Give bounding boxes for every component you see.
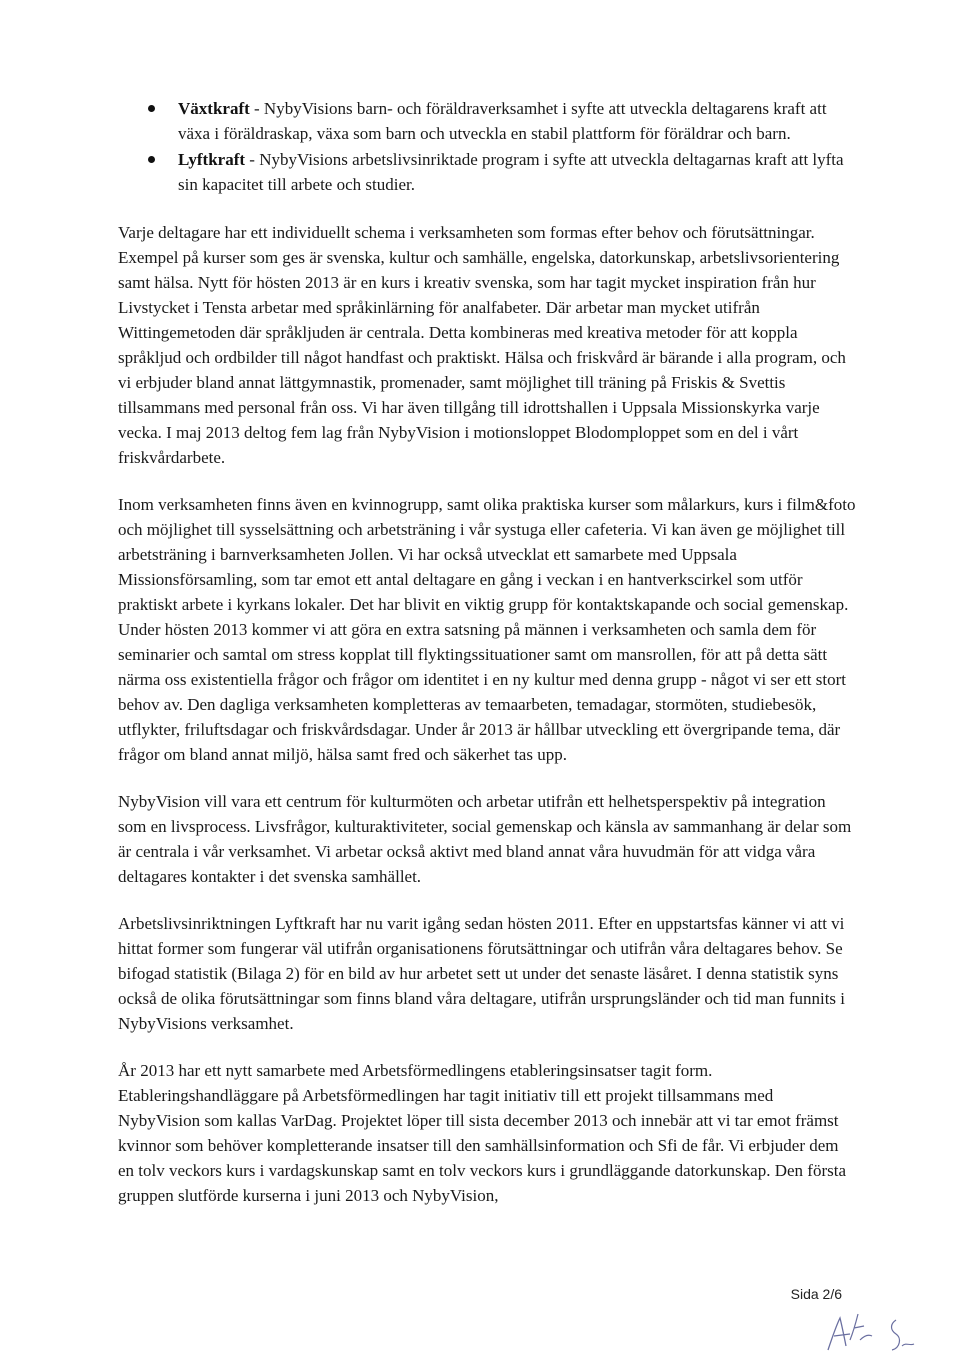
paragraph-schedule: Varje deltagare har ett individuellt schema i verksamheten som formas efter behov och förutsättningar. Exempel på kurser som ges är svenska, kultur och samhälle, engelska, datorkunskap, arbetslivsorientering samt hälsa. Nytt för hösten 2013 är en kurs i kreativ svenska, som har tagit mycket inspiration från hur Livstycket i Tensta arbetar med språkinlärning för analfabeter. Där arbetar man mycket utifrån Wittingemetoden där språkljuden är centrala. Detta kombineras med kreativa metoder för att koppla språkljud och ordbilder till något handfast och praktiskt. Hälsa och friskvård är bärande i alla program, och vi erbjuder bland annat lättgymnastik, promenader, samt möjlighet till träning på Friskis & Svettis tillsammans med personal från oss. Vi har även tillgång till idrottshallen i Uppsala Missionskyrka varje vecka. I maj 2013 deltog fem lag från NybyVision i motionsloppet Blodomploppet som en del i vårt friskvårdarbete. — [118, 223, 846, 467]
bullet-dot-icon — [148, 156, 155, 163]
term-lyftkraft: Lyftkraft — [178, 150, 246, 169]
paragraph-vardag: År 2013 har ett nytt samarbete med Arbetsförmedlingens etableringsinsatser tagit form. Etableringshandläggare på Arbetsförmedlingen har tagit initiativ till ett projekt tillsammans med NybyVision som kallas VarDag. Projektet löper till sista december 2013 och innebär att vi tar emot främst kvinnor som behöver kompletterande insatser till den samhällsinformation och Sfi de får. Vi erbjuder dem en tolv veckors kurs i vardagskunskap samt en tolv veckors kurs i grundläggande datorkunskap. Den första gruppen slutförde kurserna i juni 2013 och NybyVision, — [118, 1061, 846, 1205]
page-number: Sida 2/6 — [790, 1286, 842, 1302]
paragraph-integration: NybyVision vill vara ett centrum för kulturmöten och arbetar utifrån ett helhetsperspektiv på integration som en livsprocess. Livsfrågor, kulturaktiviteter, social gemenskap och känsla av sammanhang är delar som är centrala i vår verksamhet. Vi arbetar också aktivt med bland annat våra huvudmän för att vidga våra deltagares kontakter i det svenska samhället. — [118, 792, 852, 886]
document-body — [118, 96, 856, 1208]
description-lyftkraft: - NybyVisions arbetslivsinriktade program i syfte att utveckla deltagarnas kraft att lyfta sin kapacitet till arbete och studier. — [178, 150, 844, 194]
list-item-vaxtkraft — [118, 96, 856, 146]
term-vaxtkraft: Växtkraft — [178, 99, 250, 118]
paragraph-lyftkraft: Arbetslivsinriktningen Lyftkraft har nu varit igång sedan hösten 2011. Efter en uppstartsfas känner vi att vi hittat former som fungerar väl utifrån organisationens förutsättningar och utifrån våra deltagares behov. Se bifogad statistik (Bilaga 2) för en bild av hur arbetet sett ut under det senaste läsåret. I denna statistik syns också de olika förutsättningar som finns bland våra deltagare, utifrån ursprungsländer och tid man funnits i NybyVisions verksamhet. — [118, 914, 846, 1033]
bullet-dot-icon — [148, 105, 155, 112]
list-item-lyftkraft — [118, 147, 856, 197]
signature-initials — [810, 1300, 930, 1360]
description-vaxtkraft: - NybyVisions barn- och föräldraverksamhet i syfte att utveckla deltagarens kraft att växa i föräldraskap, växa som barn och utveckla en stabil plattform för föräldrar och barn. — [178, 99, 827, 143]
program-list — [118, 96, 856, 197]
paragraph-activities: Inom verksamheten finns även en kvinnogrupp, samt olika praktiska kurser som målarkurs, kurs i film&foto och möjlighet till sysselsättning och arbetsträning i vår systuga eller cafeteria. Vi kan även ge möjlighet till arbetsträning i barnverksamheten Jollen. Vi har också utvecklat ett samarbete med Uppsala Missionsförsamling, som tar emot ett antal deltagare en gång i veckan i en hantverkscirkel som utför praktiskt arbete i kyrkans lokaler. Det har blivit en viktig grupp för kontaktskapande och social gemenskap. Under hösten 2013 kommer vi att göra en extra satsning på männen i verksamheten och samla dem för seminarier och samtal om stress kopplat till flyktingssituationer samt om mansrollen, för att på detta sätt närma oss existentiella frågor och frågor om identitet i en ny kultur med denna grupp - något vi ser ett stort behov av. Den dagliga verksamheten kompletteras av temaarbeten, temadagar, stormöten, studiebesök, utflykter, friluftsdagar och friskvårdsdagar. Under år 2013 är hållbar utveckling ett övergripande tema, där frågor om bland annat miljö, hälsa samt fred och säkerhet tas upp. — [118, 495, 856, 764]
